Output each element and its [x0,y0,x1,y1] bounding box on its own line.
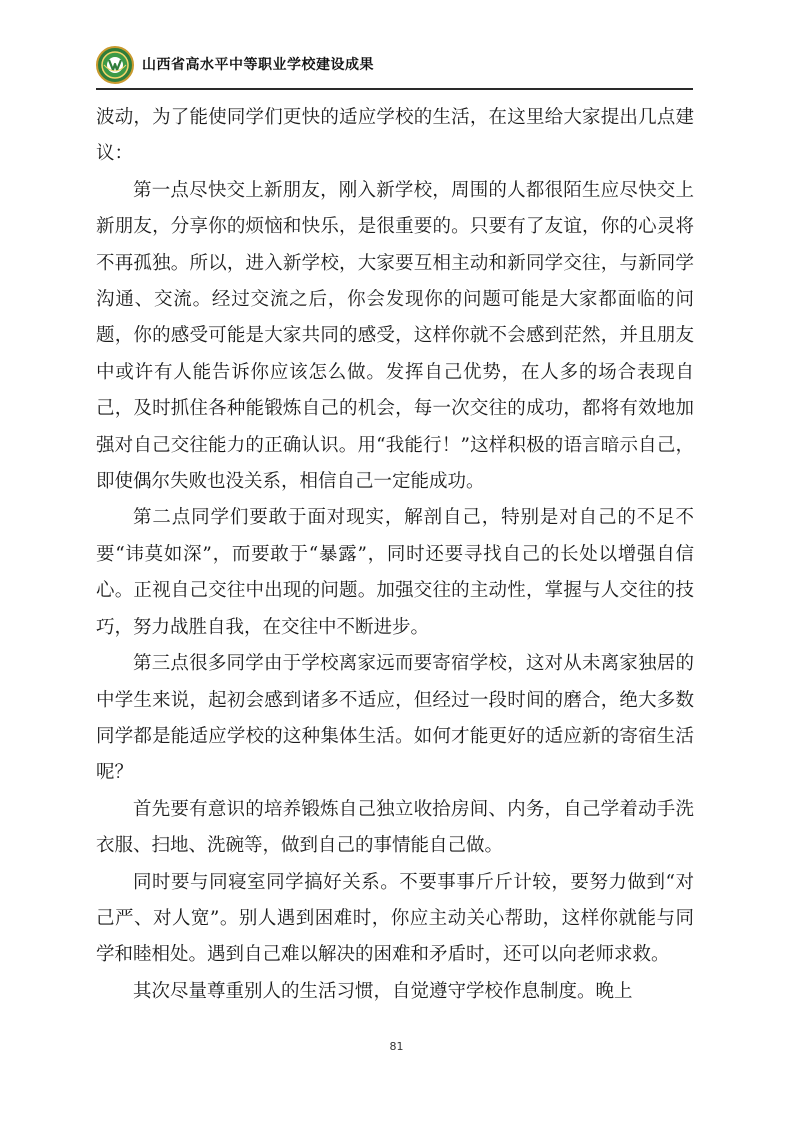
page-number: 81 [389,1040,404,1053]
paragraph: 第二点同学们要敢于面对现实，解剖自己，特别是对自己的不足不要“讳莫如深”，而要敢于“暴露”，同时还要寻找自己的长处以增强自信心。正视自己交往中出现的问题。加强交往的主动性，掌握与人交往的技巧，努力战胜自我，在交往中不断进步。 [96,507,694,638]
paragraph: 首先要有意识的培养锻炼自己独立收拾房间、内务，自己学着动手洗衣服、扫地、洗碗等，做到自己的事情能自己做。 [96,798,694,857]
paragraph: 第三点很多同学由于学校离家远而要寄宿学校，这对从未离家独居的中学生来说，起初会感到诸多不适应，但经过一段时间的磨合，绝大多数同学都是能适应学校的这种集体生活。如何才能更好的适应新的寄宿生活呢？ [96,653,694,784]
paragraph: 波动，为了能使同学们更快的适应学校的生活，在这里给大家提出几点建议： [96,107,694,165]
paragraph: 同时要与同寝室同学搞好关系。不要事事斤斤计较，要努力做到“对己严、对人宽”。别人遇到困难时，你应主动关心帮助，这样你就能与同学和睦相处。遇到自己难以解决的困难和矛盾时，还可以向老师求救。 [96,871,694,966]
paragraph: 第一点尽快交上新朋友，刚入新学校，周围的人都很陌生应尽快交上新朋友，分享你的烦恼和快乐，是很重要的。只要有了友谊，你的心灵将不再孤独。所以，进入新学校，大家要互相主动和新同学交往，与新同学沟通、交流。经过交流之后，你会发现你的问题可能是大家都面临的问题，你的感受可能是大家共同的感受，这样你就不会感到茫然，并且朋友中或许有人能告诉你应该怎么做。发挥自己优势，在人多的场合表现自己，及时抓住各种能锻炼自己的机会，每一次交往的成功，都将有效地加强对自己交往能力的正确认识。用“我能行！”这样积极的语言暗示自己，即使偶尔失败也没关系，相信自己一定能成功。 [96,179,694,493]
header-title: 山西省高水平中等职业学校建设成果 [142,57,374,73]
paragraph: 其次尽量尊重别人的生活习惯，自觉遵守学校作息制度。晚上 [133,980,633,1002]
school-emblem-icon [96,46,134,84]
header-divider [96,88,693,90]
page-header [96,42,693,90]
emblem-graphic [100,50,130,80]
document-body [96,100,694,1010]
